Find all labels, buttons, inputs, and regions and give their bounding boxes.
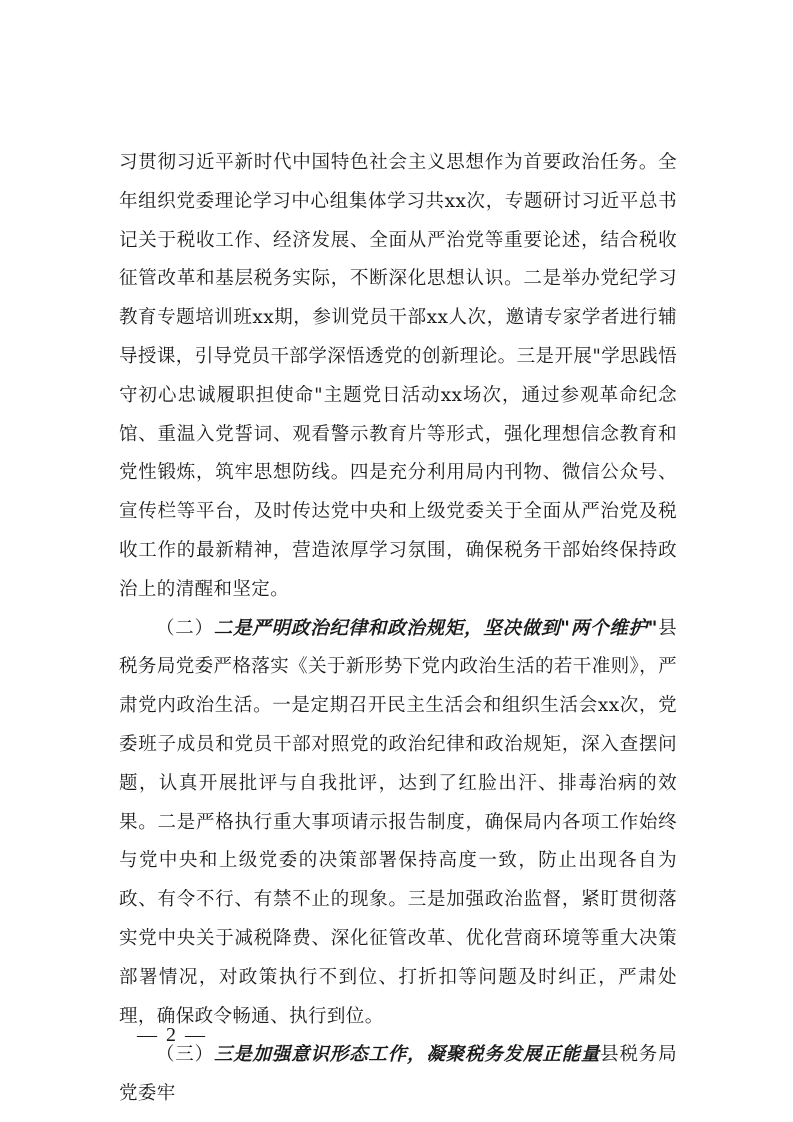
paragraph-ideology-work [119,1036,677,1114]
document-body [119,144,677,1114]
paragraph-study-activities [119,144,677,610]
section-number: （三） [156,1044,214,1066]
section-heading: 三是加强意识形态工作，凝聚税务发展正能量 [213,1044,601,1066]
section-number: （二） [156,617,214,639]
paragraph-text: 习贯彻习近平新时代中国特色社会主义思想作为首要政治任务。全年组织党委理论学习中心组集体学习共xx次，专题研讨习近平总书记关于税收工作、经济发展、全面从严治党等重要论述，结合税收征管改革和基层税务实际，不断深化思想认识。二是举办党纪学习教育专题培训班xx期，参训党员干部xx人次，邀请专家学者进行辅导授课，引导党员干部学深悟透党的创新理论。三是开展"学思践悟守初心忠诚履职担使命"主题党日活动xx场次，通过参观革命纪念馆、重温入党誓词、观看警示教育片等形式，强化理想信念教育和党性锻炼，筑牢思想防线。四是充分利用局内刊物、微信公众号、宣传栏等平台，及时传达党中央和上级党委关于全面从严治党及税收工作的最新精神，营造浓厚学习氛围，确保税务干部始终保持政治上的清醒和坚定。 [119,152,677,600]
section-heading: 二是严明政治纪律和政治规矩，坚决做到"两个维护" [213,617,658,639]
page-number: — 2 — [137,1024,207,1046]
paragraph-text: 县税务局党委严格落实《关于新形势下党内政治生活的若干准则》，严肃党内政治生活。一是定期召开民主生活会和组织生活会xx次，党委班子成员和党员干部对照党的政治纪律和政治规矩，深入查摆问题，认真开展批评与自我批评，达到了红脸出汗、排毒治病的效果。二是严格执行重大事项请示报告制度，确保局内各项工作始终与党中央和上级党委的决策部署保持高度一致，防止出现各自为政、有令不行、有禁不止的现象。三是加强政治监督，紧盯贯彻落实党中央关于减税降费、深化征管改革、优化营商环境等重大决策部署情况，对政策执行不到位、打折扣等问题及时纠正，严肃处理，确保政令畅通、执行到位。 [119,617,678,1027]
paragraph-political-discipline [119,610,677,1037]
paragraph-text: 县税务局党委牢 [119,1044,677,1105]
